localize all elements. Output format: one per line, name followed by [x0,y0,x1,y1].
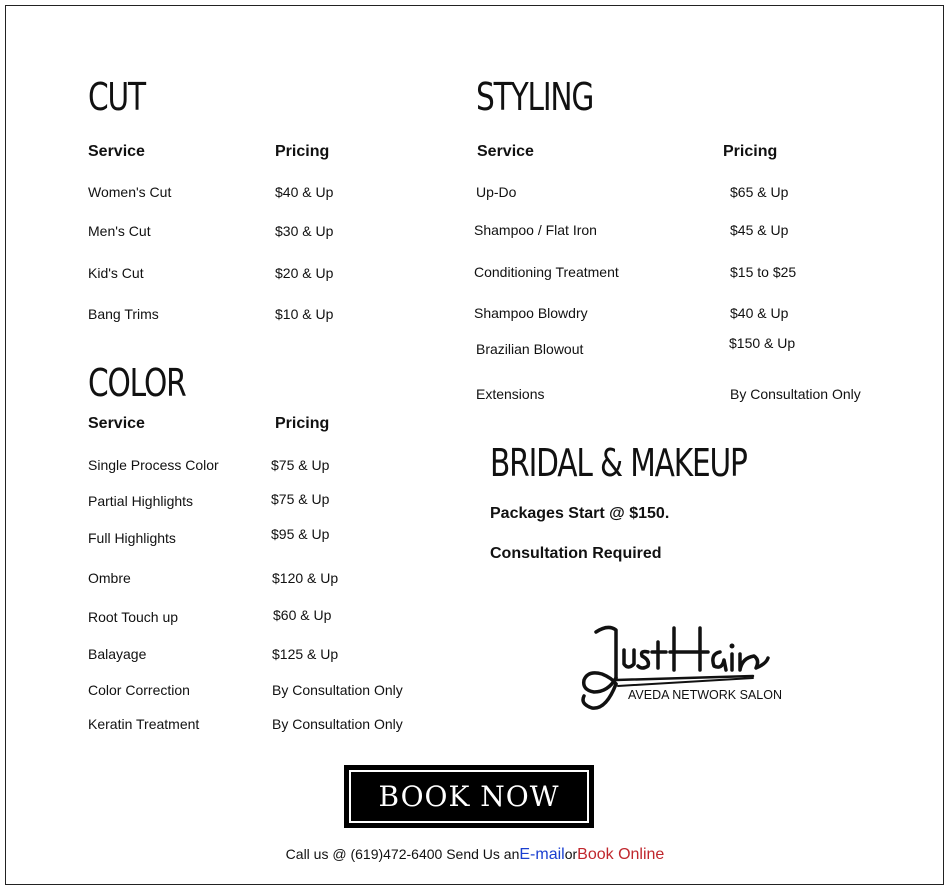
color-price: $60 & Up [273,607,332,623]
footer-or-text: or [564,846,578,862]
logo-tagline: AVEDA NETWORK SALON [628,688,782,702]
styling-service: Up-Do [476,184,517,200]
footer-call-text: Call us @ (619)472-6400 Send Us an [285,846,520,862]
styling-pricing-header: Pricing [723,143,778,160]
color-pricing-header: Pricing [275,415,330,432]
color-price: $125 & Up [272,646,339,662]
email-link[interactable]: E-mail [519,846,565,863]
color-price: $95 & Up [271,526,330,542]
color-service: Root Touch up [88,609,179,625]
styling-service: Shampoo Blowdry [474,305,588,321]
just-hair-logo [578,620,783,715]
color-price: $75 & Up [271,491,330,507]
bridal-consultation-text: Consultation Required [490,545,662,562]
scissors-logo-icon [578,620,783,715]
styling-price: $40 & Up [730,305,789,321]
cut-price: $40 & Up [275,184,334,200]
page-frame [5,5,944,885]
color-service: Color Correction [88,682,190,698]
styling-price: $150 & Up [729,335,796,351]
book-online-link[interactable]: Book Online [577,846,665,863]
styling-service-header: Service [477,143,534,160]
cut-service-header: Service [88,143,145,160]
bridal-heading: BRIDAL & MAKEUP [490,441,747,485]
styling-heading: STYLING [476,75,594,119]
book-now-button[interactable] [344,765,594,828]
color-service: Balayage [88,646,147,662]
cut-price: $30 & Up [275,223,334,239]
cut-service: Women's Cut [88,184,172,200]
cut-service: Men's Cut [88,223,151,239]
styling-service: Conditioning Treatment [474,264,619,280]
styling-price: $65 & Up [730,184,789,200]
cut-price: $10 & Up [275,306,334,322]
cut-pricing-header: Pricing [275,143,330,160]
color-price: By Consultation Only [272,682,403,698]
color-heading: COLOR [88,361,186,405]
cut-service: Bang Trims [88,306,159,322]
bridal-packages-text: Packages Start @ $150. [490,505,670,522]
styling-service: Shampoo / Flat Iron [474,222,597,238]
color-service: Keratin Treatment [88,716,200,732]
cut-price: $20 & Up [275,265,334,281]
styling-service: Brazilian Blowout [476,341,584,357]
color-service: Full Highlights [88,530,176,546]
color-service: Ombre [88,570,131,586]
color-service: Single Process Color [88,457,219,473]
book-now-label: BOOK NOW [378,780,560,813]
book-now-border [349,770,589,823]
footer-contact [0,846,950,864]
color-price: By Consultation Only [272,716,403,732]
styling-price: By Consultation Only [730,386,861,402]
color-service-header: Service [88,415,145,432]
color-price: $120 & Up [272,570,339,586]
styling-price: $15 to $25 [730,264,797,280]
color-price: $75 & Up [271,457,330,473]
cut-service: Kid's Cut [88,265,144,281]
styling-service: Extensions [476,386,545,402]
color-service: Partial Highlights [88,493,194,509]
styling-price: $45 & Up [730,222,789,238]
cut-heading: CUT [88,75,145,119]
